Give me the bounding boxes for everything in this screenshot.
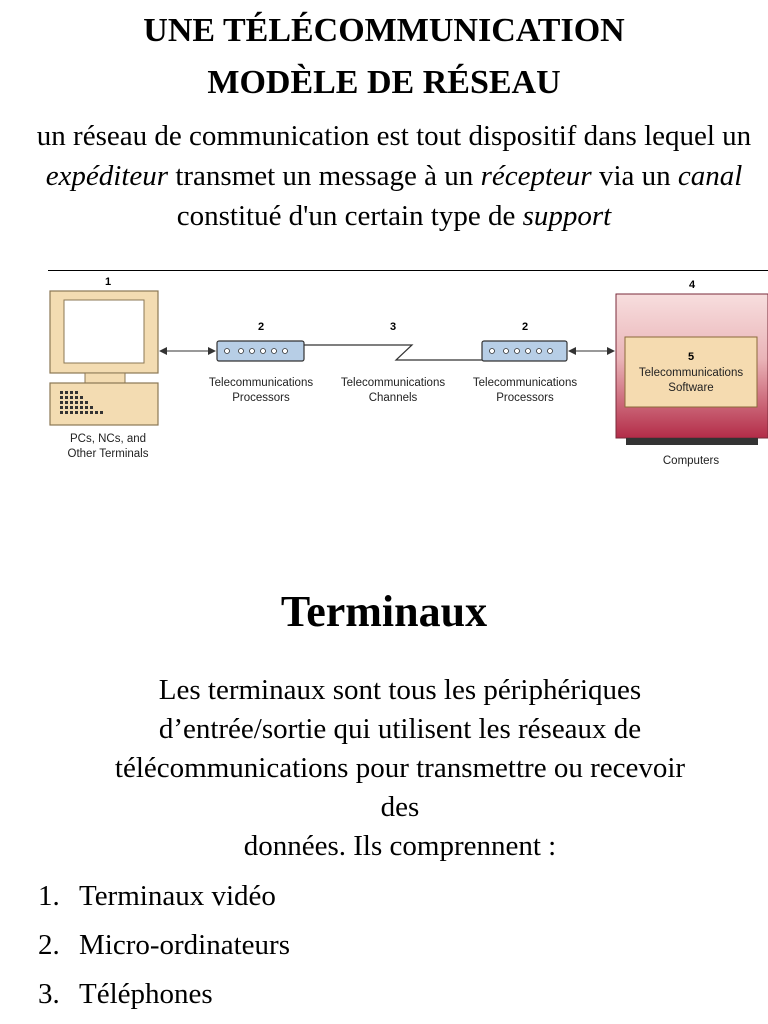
page-title: UNE TÉLÉCOMMUNICATION — [143, 12, 625, 49]
software-label-line2: Software — [668, 382, 714, 394]
channel-label-line1: Telecommunications — [340, 377, 446, 389]
section-body-line: Les terminaux sont tous les périphériques — [158, 674, 642, 706]
network-model-diagram — [40, 272, 768, 472]
channel-line-icon — [304, 345, 482, 360]
section-body — [40, 671, 760, 866]
processor-left-number: 2 — [257, 321, 265, 333]
computer-number: 4 — [688, 279, 696, 291]
terminal-number: 1 — [104, 276, 112, 288]
section-body-line: d’entrée/sortie qui utilisent les réseaux de — [158, 713, 642, 745]
list-item-text: Terminaux vidéo — [79, 880, 276, 912]
list-item-text: Téléphones — [79, 978, 213, 1010]
list-item-number: 3. — [38, 978, 60, 1010]
intro-text-1: un réseau de communication est tout dispositif dans lequel un — [36, 120, 752, 152]
intro-text-4: constitué d'un certain type de — [176, 200, 523, 232]
processor-left-label-line1: Telecommunications — [208, 377, 314, 389]
processor-right-number: 2 — [521, 321, 529, 333]
section-body-line: des — [380, 791, 420, 823]
page-subtitle: MODÈLE DE RÉSEAU — [207, 64, 561, 101]
list-item-text: Micro-ordinateurs — [79, 929, 290, 961]
processor-left-icon — [217, 341, 304, 361]
intro-emphasis-support: support — [522, 200, 612, 232]
intro-paragraph — [20, 116, 768, 236]
divider-line — [48, 270, 768, 271]
terminal-label-line1: PCs, NCs, and — [69, 433, 147, 445]
intro-emphasis-sender: expéditeur — [45, 160, 169, 192]
section-body-line: télécommunications pour transmettre ou recevoir — [114, 752, 686, 784]
software-label-line1: Telecommunications — [638, 367, 744, 379]
channel-label-line2: Channels — [368, 392, 418, 404]
section-heading: Terminaux — [280, 587, 488, 636]
processor-left-label-line2: Processors — [232, 392, 290, 404]
pc-terminal-icon — [50, 291, 158, 425]
terminal-label-line2: Other Terminals — [67, 448, 149, 460]
channel-number: 3 — [389, 321, 397, 333]
intro-text-2: transmet un message à un — [168, 160, 481, 192]
processor-right-icon — [482, 341, 567, 361]
computer-label: Computers — [662, 455, 720, 467]
list-item-number: 1. — [38, 880, 60, 912]
intro-text-3: via un — [591, 160, 678, 192]
processor-right-label-line2: Processors — [496, 392, 554, 404]
section-body-line: données. Ils comprennent : — [243, 830, 557, 862]
software-number: 5 — [687, 351, 695, 363]
processor-right-label-line1: Telecommunications — [472, 377, 578, 389]
intro-emphasis-channel: canal — [677, 160, 743, 192]
list-item-number: 2. — [38, 929, 60, 961]
intro-emphasis-receiver: récepteur — [480, 160, 592, 192]
